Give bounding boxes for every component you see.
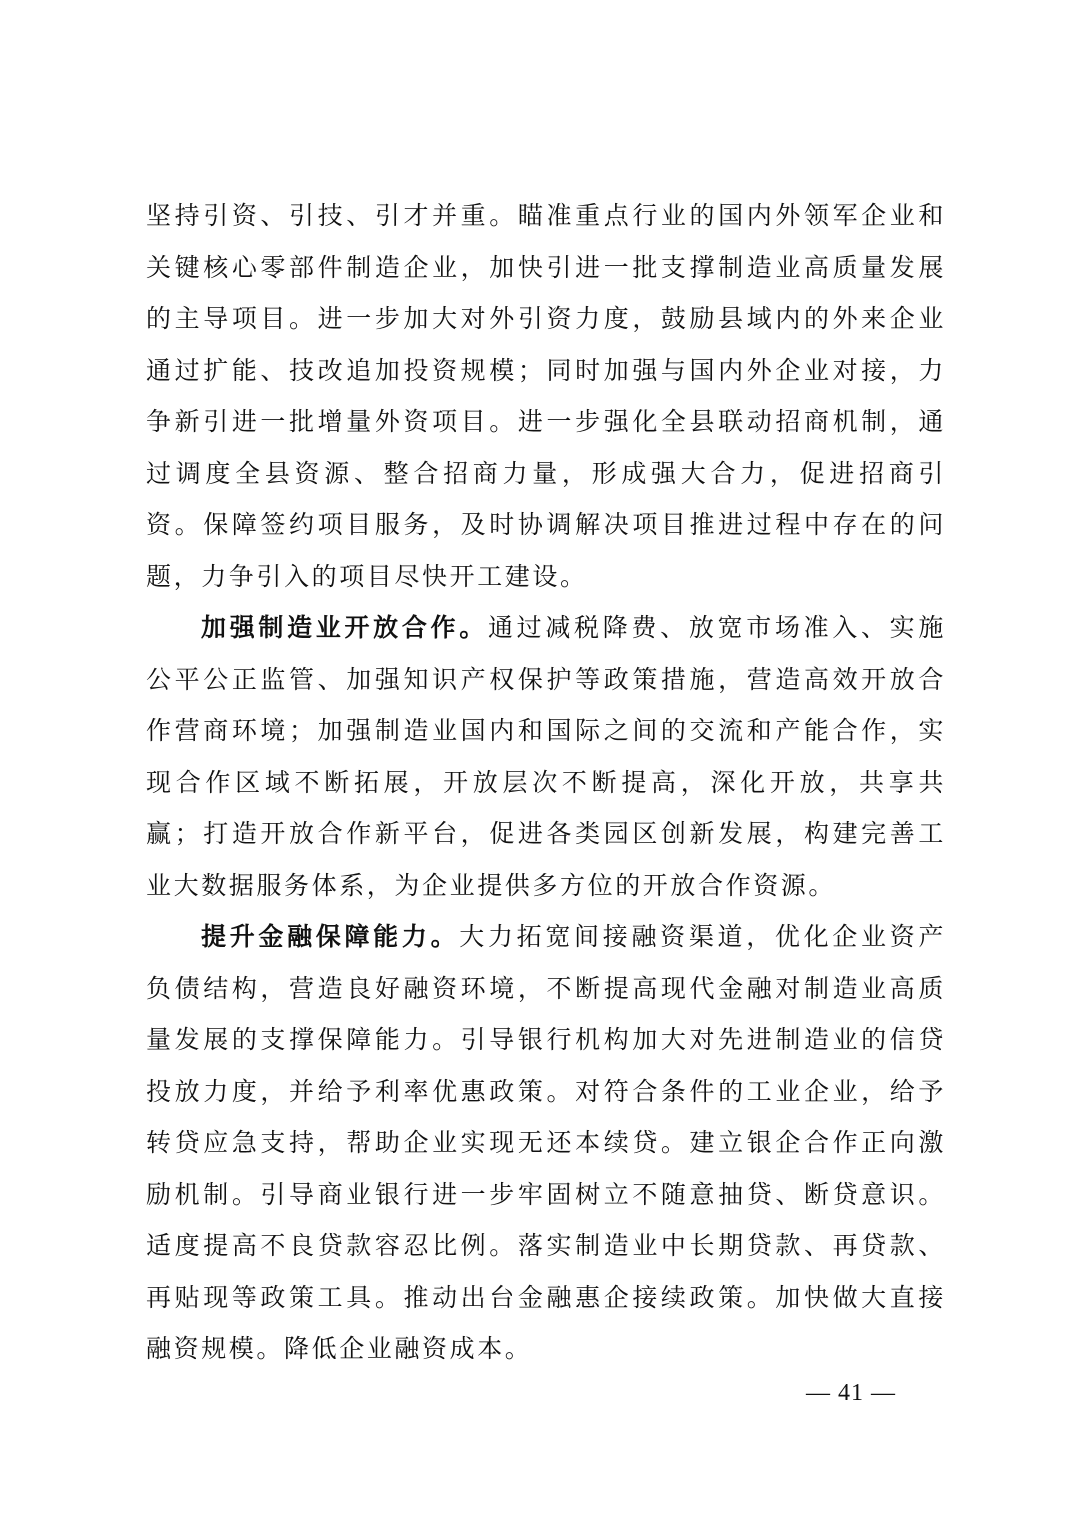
paragraph-text: 坚持引资、引技、引才并重。瞄准重点行业的国内外领军企业和关键核心零部件制造企业，加快引进一批支撑制造业高质量发展的主导项目。进一步加大对外引资力度，鼓励县域内的外来企业通过扩能、技改追加投资规模；同时加强与国内外企业对接，力争新引进一批增量外资项目。进一步强化全县联动招商机制，通过调度全县资源、整合招商力量，形成强大合力，促进招商引资。保障签约项目服务，及时协调解决项目推进过程中存在的问题，力争引入的项目尽快开工建设。 [146, 201, 946, 591]
paragraph-financial-support [146, 911, 946, 1375]
paragraph-open-cooperation [146, 602, 946, 911]
paragraph-attract-investment [146, 190, 946, 602]
paragraph-heading: 加强制造业开放合作。 [201, 613, 488, 642]
paragraph-text: 通过减税降费、放宽市场准入、实施公平公正监管、加强知识产权保护等政策措施，营造高效开放合作营商环境；加强制造业国内和国际之间的交流和产能合作，实现合作区域不断拓展，开放层次不断提高，深化开放，共享共赢；打造开放合作新平台，促进各类园区创新发展，构建完善工业大数据服务体系，为企业提供多方位的开放合作资源。 [146, 613, 946, 900]
body-text [146, 190, 946, 1375]
page-number: — 41 — [806, 1380, 896, 1406]
paragraph-heading: 提升金融保障能力。 [201, 922, 460, 951]
paragraph-text: 大力拓宽间接融资渠道，优化企业资产负债结构，营造良好融资环境，不断提高现代金融对制造业高质量发展的支撑保障能力。引导银行机构加大对先进制造业的信贷投放力度，并给予利率优惠政策。对符合条件的工业企业，给予转贷应急支持，帮助企业实现无还本续贷。建立银企合作正向激励机制。引导商业银行进一步牢固树立不随意抽贷、断贷意识。适度提高不良贷款容忍比例。落实制造业中长期贷款、再贷款、再贴现等政策工具。推动出台金融惠企接续政策。加快做大直接融资规模。降低企业融资成本。 [146, 922, 946, 1363]
